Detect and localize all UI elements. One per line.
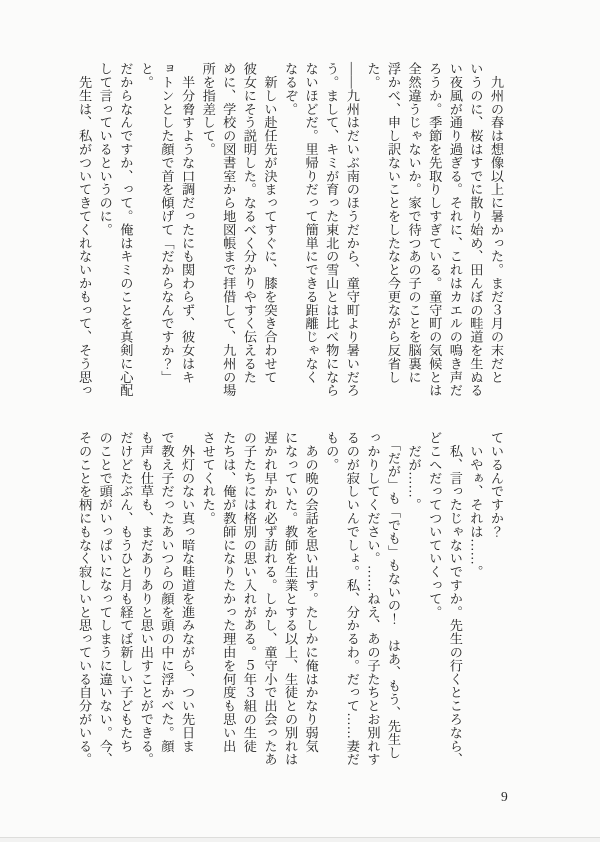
text-line: で教え子だったあいつらの顔を頭の中に浮かべた。顔	[159, 431, 175, 753]
text-line: 彼女にそう説明した。なるべく分かりやすく伝えるた	[241, 62, 257, 384]
text-line: 新しい赴任先が決まってすぐに、膝を突き合わせて	[262, 62, 278, 384]
text-line: い夜風が通り過ぎる。それに、これはカエルの鳴き声だ	[447, 62, 463, 397]
text-line: あの晩の会話を思い出す。たしかに俺はかなり弱気	[303, 431, 319, 753]
text-line: 所を指差して。	[200, 62, 216, 156]
text-line: のことで頭がいっぱいになってしまうに違いない。今、	[97, 431, 113, 766]
text-line: 全然違うじゃないか。家で待つあの子のことを脳裏に	[406, 62, 422, 384]
text-line: 浮かべ、申し訳ないことをしたなと今更ながら反省し	[386, 62, 402, 384]
text-line: っかりしてください。……ねえ、あの子たちとお別れす	[365, 431, 381, 766]
text-line: ョトンとした顔で首を傾げて「だからなんですか？」と。	[138, 62, 175, 384]
text-line: 遅かれ早かれ必ず訪れる。しかし、童守小で出会ったあ	[262, 431, 278, 766]
text-line: るのが寂しいんでしょ。私、分かるわ。だって……妻だ	[344, 431, 360, 766]
text-line: 私、言ったじゃないですか。先生の行くところなら、	[447, 431, 463, 766]
text-line: ているんですか？	[489, 431, 504, 539]
text-line: 外灯のない真っ暗な畦道を進みながら、つい先日ま	[180, 431, 196, 753]
text-line: いやぁ、それは……。	[468, 431, 484, 579]
text-line: だからなんですか、って。俺はキミのことを真剣に心配	[118, 62, 134, 397]
text-line: ――九州はだいぶ南のほうだから、童守町より暑いだろ	[344, 62, 360, 397]
text-line: だが……。	[406, 431, 422, 512]
text-line: なるぞ。	[283, 62, 299, 116]
text-line: になっていた。教師を生業とする以上、生徒との別れは	[283, 431, 299, 766]
text-line: もの。	[324, 431, 340, 472]
text-line: そのことを柄にもなく寂しいと思っている自分がいる。	[77, 431, 93, 766]
text-line: 九州の春は想像以上に暑かった。まだ３月の末だと	[489, 62, 504, 384]
bottom-text-block	[74, 431, 506, 779]
text-line: も声も仕草も、まだありありと思い出すことができる。	[138, 431, 154, 766]
text-line: 「だが」も「でも」もないの！ はあ、もう、先生し	[386, 431, 402, 760]
text-line: して言っているというのに。	[97, 62, 113, 237]
text-line: の子たちには格別の思い入れがある。５年３組の生徒	[241, 431, 257, 753]
text-line: ないほどだ。里帰りだって簡単にできる距離じゃなく	[303, 62, 319, 384]
text-line: めに、学校の図書室から地図帳まで拝借して、九州の場	[221, 62, 237, 397]
text-line: だけどたぶん、もうひと月も経てば新しい子どもたち	[118, 431, 134, 753]
page-number: 9	[501, 789, 508, 804]
text-line: う。まして、キミが育った東北の雪山とは比べ物になら	[324, 62, 340, 397]
text-line: 先生は、私がついてきてくれないかもって、そう思っ	[77, 62, 93, 397]
text-line: た。	[365, 62, 381, 89]
text-line: させてくれた。	[200, 431, 216, 525]
text-line: ろうか。季節を先取りしすぎている。童守町の気候とは	[427, 62, 443, 397]
text-line: どこへだってついていくって。	[427, 431, 443, 619]
page-bottom-edge	[0, 837, 600, 842]
text-line: たちは、俺が教師になりたかった理由を何度も思い出	[221, 431, 237, 753]
text-line: いうのに、桜はすでに散り始め、田んぼの畦道を生ぬる	[468, 62, 484, 397]
top-text-block	[74, 62, 506, 410]
text-line: 半分脅すような口調だったにも関わらず、彼女はキ	[180, 62, 196, 384]
